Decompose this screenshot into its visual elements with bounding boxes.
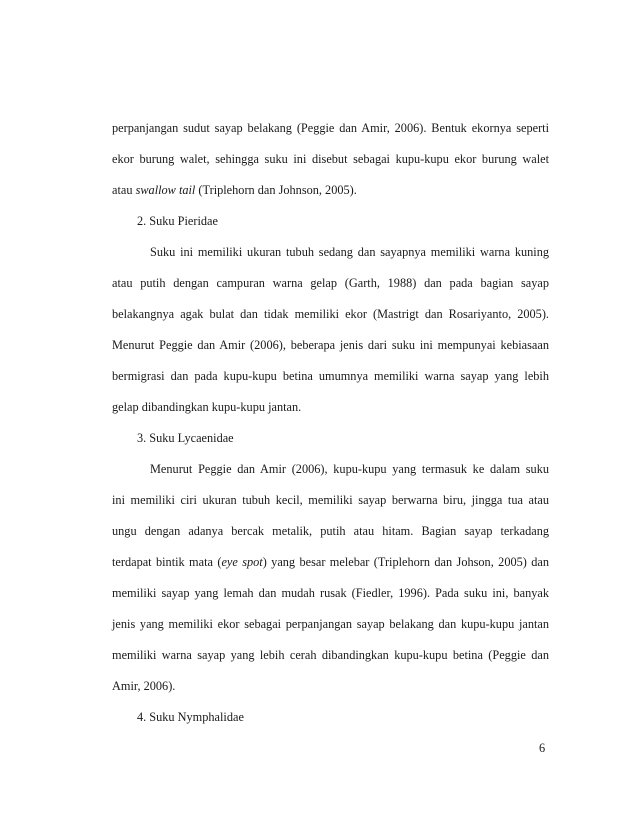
- italic-term: eye spot: [221, 555, 263, 569]
- text-line: terdapat bintik mata (eye spot) yang besar melebar (Triplehorn dan Johson, 2005) dan: [112, 555, 549, 569]
- text-line: memiliki warna sayap yang lebih cerah dibandingkan kupu-kupu betina (Peggie dan: [112, 648, 549, 662]
- text-line: ini memiliki ciri ukuran tubuh kecil, memiliki sayap berwarna biru, jingga tua atau: [112, 493, 549, 507]
- text-line: atau swallow tail (Triplehorn dan Johnson, 2005).: [112, 183, 357, 197]
- text-line: perpanjangan sudut sayap belakang (Peggie dan Amir, 2006). Bentuk ekornya seperti: [112, 121, 549, 135]
- section-heading-pieridae: 2. Suku Pieridae: [137, 214, 218, 228]
- text-line: bermigrasi dan pada kupu-kupu betina umumnya memiliki warna sayap yang lebih: [112, 369, 549, 383]
- text-line: Amir, 2006).: [112, 679, 176, 693]
- text-line: jenis yang memiliki ekor sebagai perpanjangan sayap belakang dan kupu-kupu jantan: [112, 617, 549, 631]
- text-line: Menurut Peggie dan Amir (2006), beberapa jenis dari suku ini mempunyai kebiasaan: [112, 338, 549, 352]
- section-heading-nymphalidae: 4. Suku Nymphalidae: [137, 710, 244, 724]
- italic-term: swallow tail: [135, 183, 196, 197]
- text-line: gelap dibandingkan kupu-kupu jantan.: [112, 400, 302, 414]
- text-line: atau putih dengan campuran warna gelap (Garth, 1988) dan pada bagian sayap: [112, 276, 549, 290]
- page-number: 6: [539, 741, 546, 755]
- text-line: ekor burung walet, sehingga suku ini disebut sebagai kupu-kupu ekor burung walet: [112, 152, 549, 166]
- text-line: belakangnya agak bulat dan tidak memiliki ekor (Mastrigt dan Rosariyanto, 2005).: [112, 307, 549, 321]
- section-heading-lycaenidae: 3. Suku Lycaenidae: [137, 431, 234, 445]
- text-line: memiliki sayap yang lemah dan mudah rusak (Fiedler, 1996). Pada suku ini, banyak: [112, 586, 549, 600]
- text-line: ungu dengan adanya bercak metalik, putih atau hitam. Bagian sayap terkadang: [112, 524, 549, 538]
- text-line: Suku ini memiliki ukuran tubuh sedang dan sayapnya memiliki warna kuning: [150, 245, 549, 259]
- text-line: Menurut Peggie dan Amir (2006), kupu-kupu yang termasuk ke dalam suku: [150, 462, 549, 476]
